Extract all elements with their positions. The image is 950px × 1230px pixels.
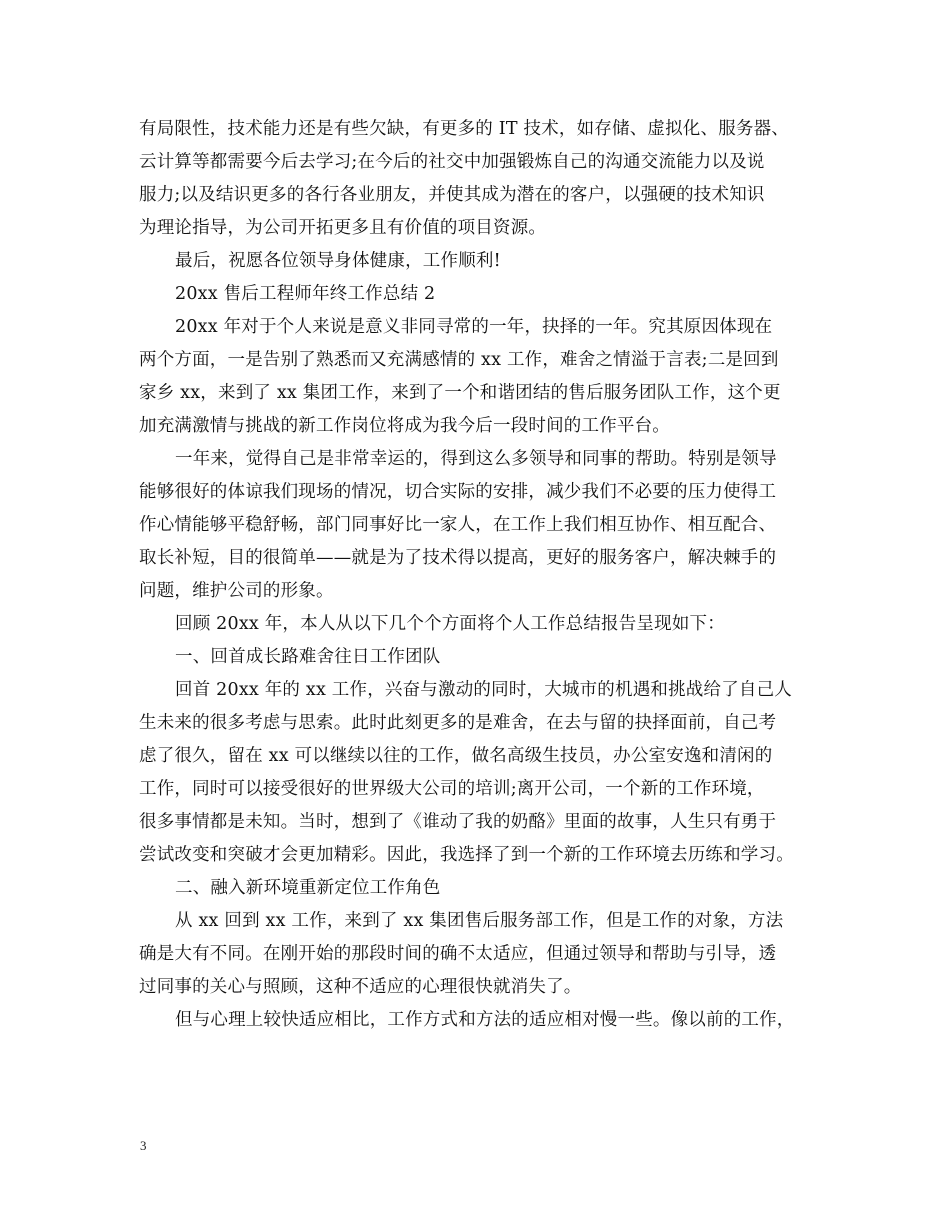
text-line: 能够很好的体谅我们现场的情况，切合实际的安排，减少我们不必要的压力使得工 [139, 482, 777, 502]
text-line: 家乡 xx，来到了 xx 集团工作，来到了一个和谐团结的售后服务团队工作，这个更 [139, 383, 781, 403]
text-line: 服力;以及结识更多的各行各业朋友，并使其成为潜在的客户，以强硬的技术知识 [139, 185, 765, 205]
text-line: 过同事的关心与照顾，这种不适应的心理很快就消失了。 [139, 977, 582, 997]
text-line: 回顾 20xx 年，本人从以下几个个方面将个人工作总结报告呈现如下： [175, 614, 725, 634]
text-line: 取长补短，目的很简单——就是为了技术得以提高，更好的服务客户，解决棘手的 [139, 548, 777, 568]
page-number: 3 [140, 1138, 147, 1153]
text-line: 云计算等都需要今后去学习;在今后的社交中加强锻炼自己的沟通交流能力以及说 [139, 152, 765, 172]
text-line: 作心情能够平稳舒畅，部门同事好比一家人，在工作上我们相互协作、相互配合、 [139, 515, 777, 535]
text-line: 生未来的很多考虑与思索。此时此刻更多的是难舍，在去与留的抉择面前，自己考 [139, 713, 777, 733]
text-line: 有局限性，技术能力还是有些欠缺，有更多的 IT 技术，如存储、虚拟化、服务器、 [139, 119, 790, 139]
text-line: 但与心理上较快适应相比，工作方式和方法的适应相对慢一些。像以前的工作， [175, 1010, 795, 1030]
text-line: 最后，祝愿各位领导身体健康，工作顺利! [175, 251, 501, 271]
section-heading: 20xx 售后工程师年终工作总结 2 [175, 284, 436, 304]
text-line: 虑了很久，留在 xx 可以继续以往的工作，做名高级生技员，办公室安逸和清闲的 [139, 746, 773, 766]
text-line: 加充满激情与挑战的新工作岗位将成为我今后一段时间的工作平台。 [139, 416, 670, 436]
text-line: 回首 20xx 年的 xx 工作，兴奋与激动的同时，大城市的机遇和挑战给了自己人 [175, 680, 792, 700]
text-line: 问题，维护公司的形象。 [139, 581, 334, 601]
text-line: 两个方面，一是告别了熟悉而又充满感情的 xx 工作，难舍之情溢于言表;二是回到 [139, 350, 779, 370]
text-line: 一年来，觉得自己是非常幸运的，得到这么多领导和同事的帮助。特别是领导 [175, 449, 777, 469]
text-line: 为理论指导，为公司开拓更多且有价值的项目资源。 [139, 218, 547, 238]
text-line: 从 xx 回到 xx 工作，来到了 xx 集团售后服务部工作，但是工作的对象，方法 [175, 911, 784, 931]
section-heading: 二、融入新环境重新定位工作角色 [175, 878, 441, 898]
text-line: 尝试改变和突破才会更加精彩。因此，我选择了到一个新的工作环境去历练和学习。 [139, 845, 794, 865]
text-line: 确是大有不同。在刚开始的那段时间的确不太适应，但通过领导和帮助与引导，透 [139, 944, 777, 964]
text-line: 20xx 年对于个人来说是意义非同寻常的一年，抉择的一年。究其原因体现在 [175, 317, 773, 337]
text-line: 很多事情都是未知。当时，想到了《谁动了我的奶酪》里面的故事，人生只有勇于 [139, 812, 777, 832]
document-body [139, 113, 829, 1037]
section-heading: 一、回首成长路难舍往日工作团队 [175, 647, 441, 667]
text-line: 工作，同时可以接受很好的世界级大公司的培训;离开公司，一个新的工作环境， [139, 779, 765, 799]
